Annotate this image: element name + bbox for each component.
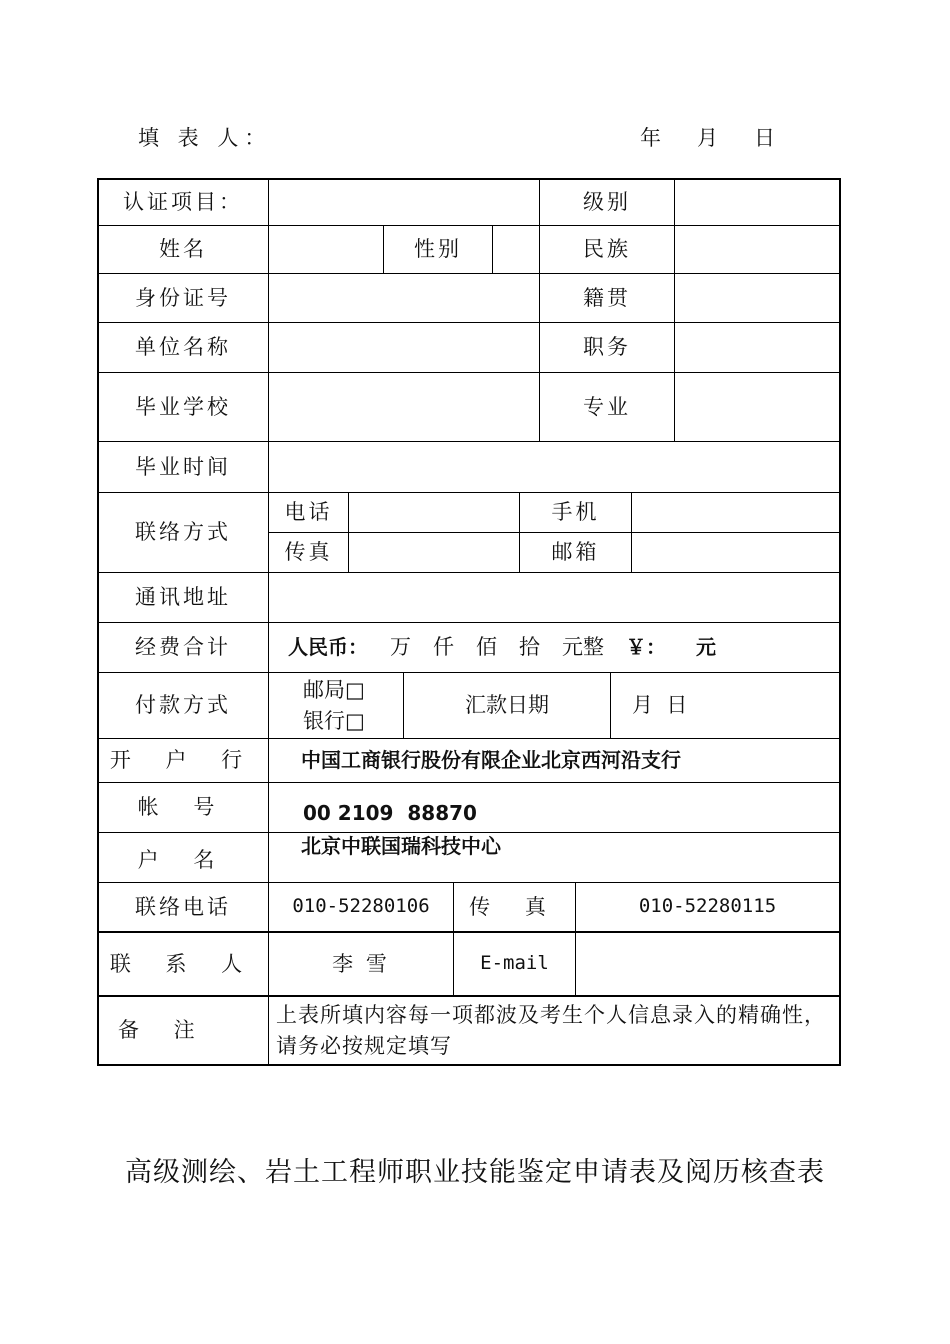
- school-field[interactable]: [269, 373, 539, 441]
- fee-total-field[interactable]: [288, 623, 838, 672]
- bank-open-value: 中国工商银行股份有限企业北京西河沿支行: [301, 748, 681, 772]
- position-field[interactable]: [675, 323, 839, 372]
- address-field[interactable]: [269, 573, 839, 622]
- date-month-label: 月: [697, 126, 718, 150]
- payment-method-label: 付款方式: [135, 693, 231, 718]
- rmb-label: 人民币：: [288, 635, 368, 659]
- yuan-label: 元: [696, 635, 716, 659]
- native-place-label: 籍贯: [583, 285, 631, 310]
- yuan-zheng-label: 元整: [562, 635, 604, 660]
- graduation-time-field[interactable]: [269, 442, 839, 492]
- contact-phone-value: 010-52280106: [292, 895, 430, 918]
- employer-field[interactable]: [269, 323, 539, 372]
- address-label: 通讯地址: [135, 585, 231, 610]
- contact-fax-value: 010-52280115: [638, 895, 777, 918]
- id-number-field[interactable]: [269, 274, 539, 322]
- school-label: 毕业学校: [135, 394, 231, 419]
- post-office-checkbox[interactable]: 邮局□: [303, 678, 365, 703]
- name-label: 姓名: [159, 237, 207, 262]
- email-label: E-mail: [480, 952, 549, 975]
- mailbox-label: 邮箱: [551, 540, 600, 565]
- remarks-label: 备 注: [118, 1018, 209, 1043]
- cert-item-field[interactable]: [269, 179, 539, 225]
- employer-label: 单位名称: [135, 335, 231, 360]
- fax-field[interactable]: [349, 533, 519, 572]
- qian-label: 仟: [433, 635, 454, 660]
- contact-person-label: 联 系 人: [109, 951, 257, 976]
- yen-symbol-label: ￥：: [626, 635, 666, 659]
- remarks-value: 上表所填内容每一项都波及考生个人信息录入的精确性，请务必按规定填写: [276, 1003, 826, 1058]
- payment-method-options: [303, 673, 403, 738]
- fee-total-label: 经费合计: [135, 635, 231, 660]
- contact-phone-label: 联络电话: [135, 894, 231, 919]
- remit-month-day[interactable]: 月 日: [632, 693, 688, 718]
- contact-method-label: 联络方式: [135, 520, 231, 545]
- date-year-label: 年: [640, 126, 661, 150]
- bai-label: 佰: [476, 635, 497, 660]
- account-value: 00 2109 88870: [303, 801, 477, 825]
- gender-label: 性别: [414, 237, 462, 262]
- name-field[interactable]: [269, 226, 383, 273]
- mobile-label: 手机: [551, 500, 600, 525]
- level-field[interactable]: [675, 179, 839, 225]
- phone-label: 电话: [284, 500, 333, 525]
- major-field[interactable]: [675, 373, 839, 441]
- major-label: 专业: [583, 394, 631, 419]
- contact-person-value: 李 雪: [332, 951, 390, 976]
- id-number-label: 身份证号: [135, 285, 231, 310]
- remit-date-label: 汇款日期: [465, 693, 549, 718]
- bank-open-label: 开 户 行: [109, 748, 257, 773]
- table-bottom-border: [97, 1064, 841, 1066]
- filler-label: 填 表 人：: [138, 126, 272, 150]
- gender-field[interactable]: [493, 226, 539, 273]
- ethnicity-label: 民族: [583, 237, 631, 262]
- mobile-field[interactable]: [632, 493, 839, 532]
- position-label: 职务: [583, 335, 631, 360]
- column-divider: [610, 672, 611, 738]
- fax-label: 传真: [284, 540, 333, 565]
- account-name-label: 户 名: [137, 848, 229, 873]
- email-field[interactable]: [576, 933, 839, 995]
- native-place-field[interactable]: [675, 274, 839, 322]
- cert-item-label: 认证项目：: [123, 189, 243, 214]
- graduation-time-label: 毕业时间: [135, 454, 231, 479]
- bank-checkbox[interactable]: 银行□: [303, 708, 365, 733]
- contact-fax-label: 传 真: [469, 894, 560, 919]
- phone-field[interactable]: [349, 493, 519, 532]
- ethnicity-field[interactable]: [675, 226, 839, 273]
- account-label: 帐 号: [137, 795, 229, 820]
- mailbox-field[interactable]: [632, 533, 839, 572]
- date-day-label: 日: [754, 126, 775, 150]
- document-title: 高级测绘、岩土工程师职业技能鉴定申请表及阅历核查表: [125, 1157, 825, 1188]
- account-name-value: 北京中联国瑞科技中心: [301, 834, 501, 858]
- shi-label: 拾: [519, 635, 540, 660]
- wan-label: 万: [390, 635, 411, 660]
- level-label: 级别: [583, 189, 631, 214]
